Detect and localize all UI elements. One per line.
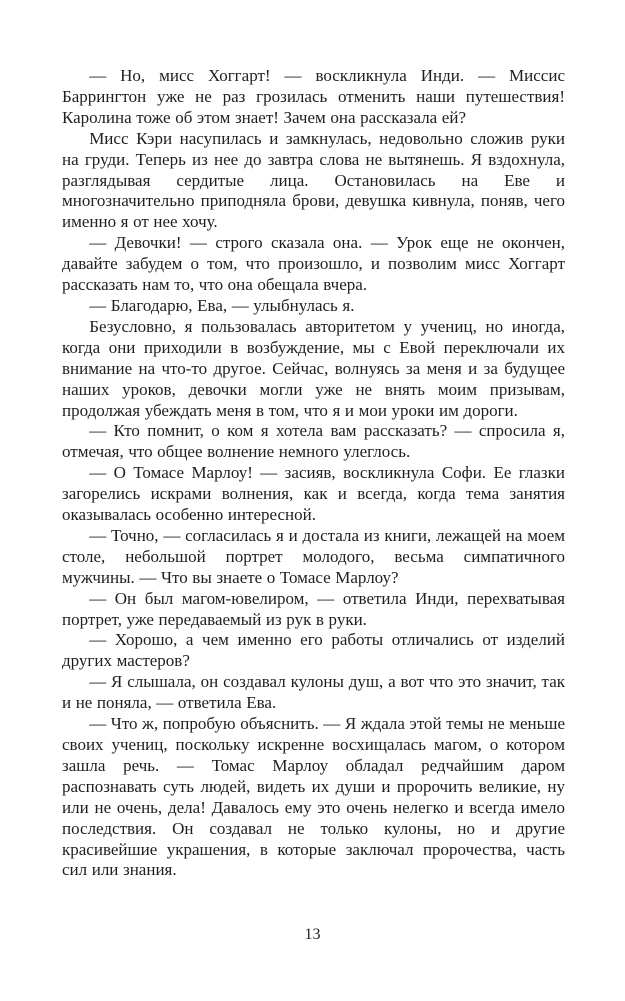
paragraph: — Точно, — согласилась я и достала из книги, лежащей на моем столе, небольшой портрет молодого, весьма симпатичного мужчины. — Что вы знаете о Томасе Марлоу?: [62, 525, 565, 587]
paragraph: — Хорошо, а чем именно его работы отличались от изделий других мастеров?: [62, 630, 565, 671]
paragraph: — Он был магом-ювелиром, — ответила Инди, перехватывая портрет, уже передаваемый из рук в руки.: [62, 588, 565, 629]
paragraph: — О Томасе Марлоу! — засияв, воскликнула Софи. Ее глазки загорелись искрами волнения, как и всегда, когда тема занятия оказывалась особенно интересной.: [62, 463, 565, 525]
paragraph: — Девочки! — строго сказала она. — Урок еще не окончен, давайте забудем о том, что произошло, и позволим мисс Хоггарт рассказать нам то, что она обещала вчера.: [62, 233, 565, 295]
paragraph: — Что ж, попробую объяснить. — Я ждала этой темы не меньше своих учениц, поскольку искренне восхищалась магом, о котором зашла речь. — Томас Марлоу обладал редчайшим даром распознавать суть людей, видеть их души и пророчить великие, ну или не очень, дела! Давалось ему это очень нелегко и всегда имело последствия. Он создавал не только кулоны, но и другие красивейшие украшения, в которые заключал пророчества, часть сил или знания.: [62, 714, 565, 880]
paragraph: — Я слышала, он создавал кулоны душ, а вот что это значит, так и не поняла, — ответила Ева.: [62, 672, 565, 713]
paragraph: — Благодарю, Ева, — улыбнулась я.: [89, 295, 355, 315]
page-number: 13: [304, 926, 321, 944]
paragraph: Безусловно, я пользовалась авторитетом у учениц, но иногда, когда они приходили в возбуждение, мы с Евой переключали их внимание на что-то другое. Сейчас, волнуясь за меня и за будущее наших уроков, девочки могли уже не внять моим призывам, продолжая убеждать меня в том, что я и мои уроки им дороги.: [62, 316, 565, 420]
paragraph: Мисс Кэри насупилась и замкнулась, недовольно сложив руки на груди. Теперь из нее до завтра слова не вытянешь. Я вздохнула, разглядывая сердитые лица. Остановилась на Еве и многозначительно приподняла брови, девушка кивнула, поняв, чего именно я от нее хочу.: [62, 128, 565, 232]
paragraph: — Но, мисс Хоггарт! — воскликнула Инди. — Миссис Баррингтон уже не раз грозилась отменить наши путешествия! Каролина тоже об этом знает! Зачем она рассказала ей?: [62, 66, 565, 127]
paragraph: — Кто помнит, о ком я хотела вам рассказать? — спросила я, отмечая, что общее волнение немного улеглось.: [62, 421, 565, 462]
